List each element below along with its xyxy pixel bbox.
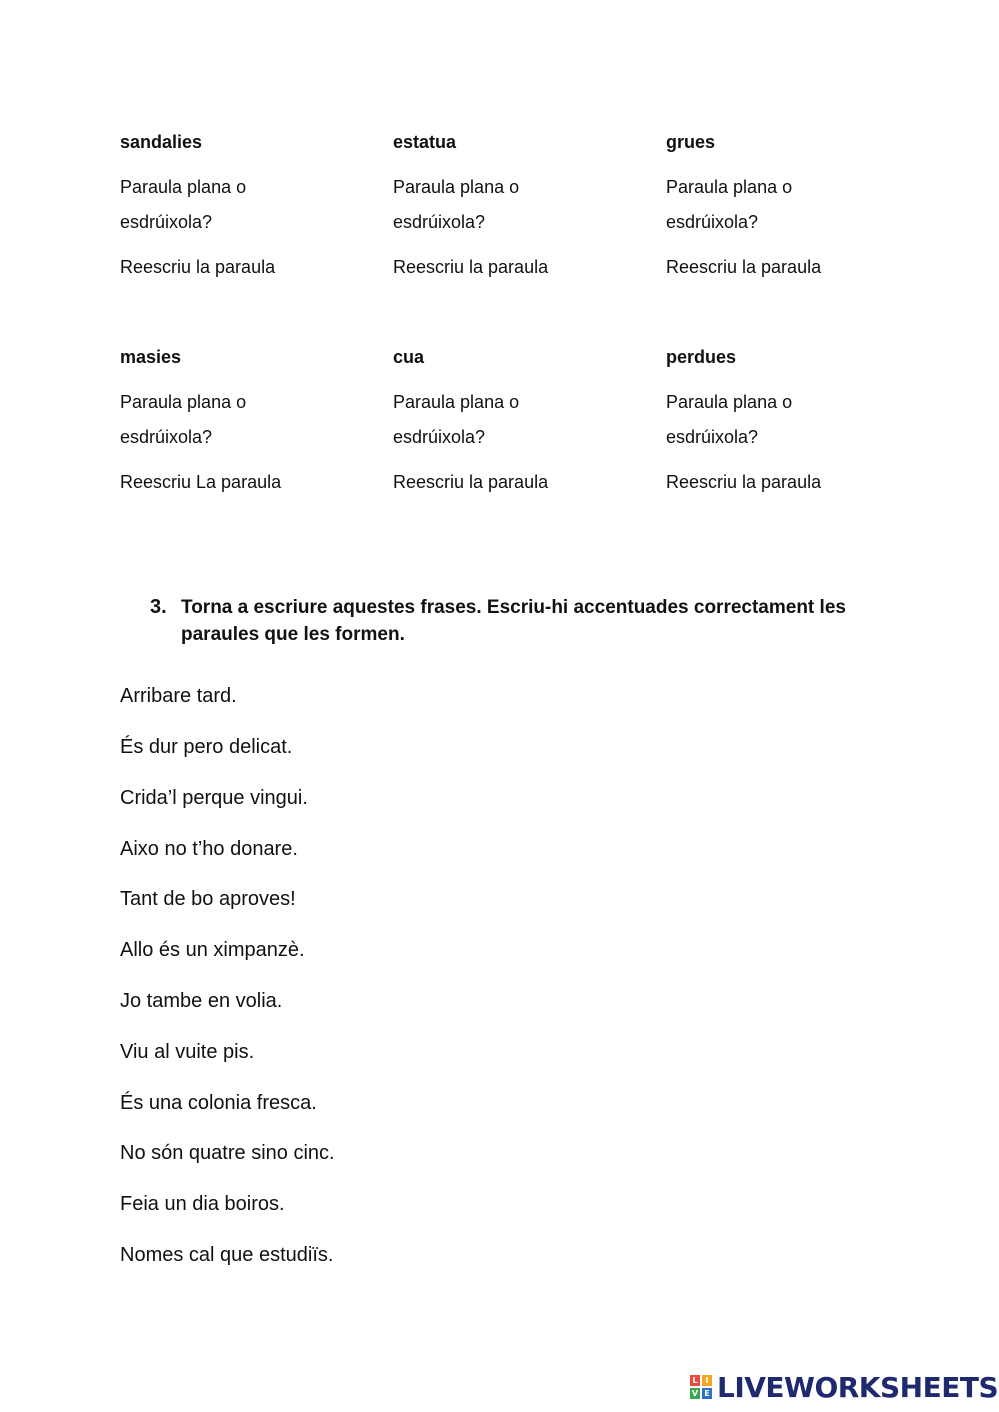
word-title: masies [120, 347, 182, 367]
sentence-item: Tant de bo aproves! [120, 888, 296, 910]
word-title: grues [666, 132, 716, 152]
logo-mark-letter: V [691, 1389, 699, 1398]
rewrite-prompt: Reescriu la paraula [393, 472, 549, 492]
exercise-number: 3. [150, 596, 167, 618]
sentence-item: És una colonia fresca. [120, 1092, 317, 1114]
logo-mark-letter: L [690, 1375, 700, 1386]
exercise-instruction: Torna a escriure aquestes frases. Escriu-hi accentuades correctament les paraules que les formen. [181, 597, 846, 645]
question-text: Paraula plana o [120, 177, 247, 197]
sentence-item: Nomes cal que estudiïs. [120, 1244, 334, 1266]
rewrite-prompt: Reescriu la paraula [666, 257, 822, 277]
sentence-item: Jo tambe en volia. [120, 990, 283, 1012]
rewrite-prompt: Reescriu la paraula [120, 257, 276, 277]
sentence-item: Arribare tard. [120, 685, 237, 707]
liveworksheets-logo [690, 1372, 998, 1404]
sentence-item: És dur pero delicat. [120, 736, 293, 758]
question-text: Paraula plana o [393, 177, 520, 197]
logo-mark-letter: E [702, 1388, 712, 1399]
sentence-item: Crida’l perque vingui. [120, 787, 308, 809]
rewrite-prompt: Reescriu la paraula [666, 472, 822, 492]
logo-text: LIVEWORKSHEETS [717, 1371, 999, 1404]
question-text: esdrúixola? [120, 212, 213, 232]
question-text: esdrúixola? [666, 427, 759, 447]
logo-mark-letter: I [702, 1375, 712, 1386]
question-text: Paraula plana o [666, 392, 793, 412]
word-title: perdues [666, 347, 737, 367]
rewrite-prompt: Reescriu La paraula [120, 472, 282, 492]
word-title: cua [393, 347, 425, 367]
question-text: esdrúixola? [120, 427, 213, 447]
word-title: sandalies [120, 132, 203, 152]
word-title: estatua [393, 132, 457, 152]
question-text: Paraula plana o [666, 177, 793, 197]
sentence-item: Feia un dia boiros. [120, 1193, 285, 1215]
question-text: esdrúixola? [393, 212, 486, 232]
logo-mark-icon [690, 1375, 714, 1401]
sentence-item: No són quatre sino cinc. [120, 1142, 335, 1164]
sentence-item: Aixo no t’ho donare. [120, 838, 298, 860]
question-text: Paraula plana o [393, 392, 520, 412]
question-text: esdrúixola? [393, 427, 486, 447]
sentence-item: Allo és un ximpanzè. [120, 939, 305, 961]
question-text: Paraula plana o [120, 392, 247, 412]
question-text: esdrúixola? [666, 212, 759, 232]
rewrite-prompt: Reescriu la paraula [393, 257, 549, 277]
sentence-item: Viu al vuite pis. [120, 1041, 255, 1063]
